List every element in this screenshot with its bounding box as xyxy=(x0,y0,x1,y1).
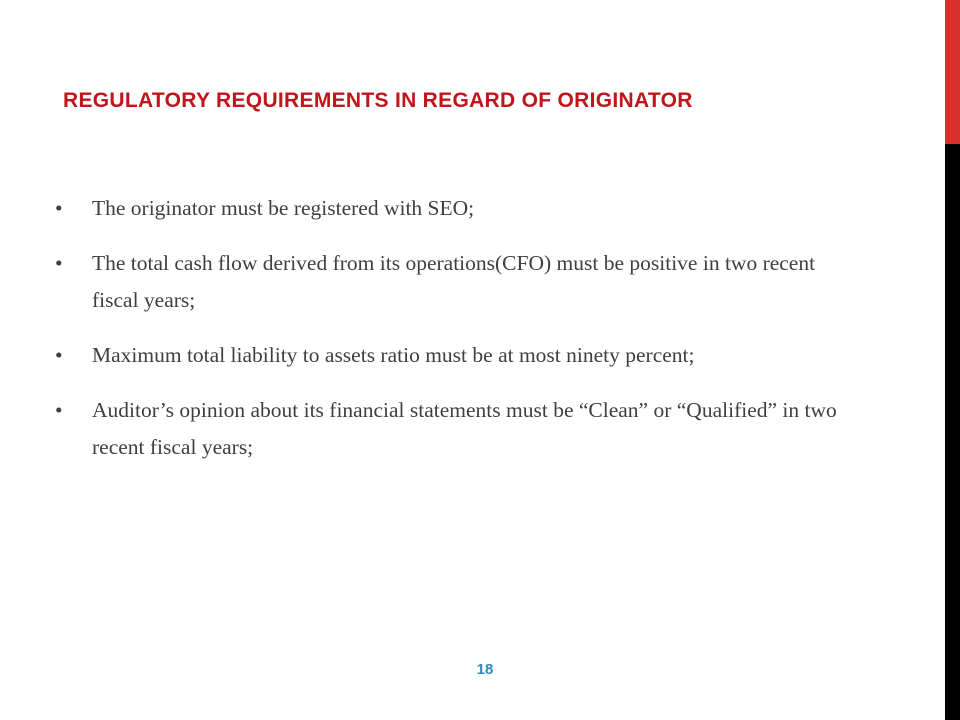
accent-bar-red xyxy=(945,0,960,144)
bullet-dot-icon: • xyxy=(55,251,63,275)
bullet-text: The total cash flow derived from its operations(CFO) must be positive in two recent fiscal years; xyxy=(92,251,816,312)
page-number: 18 xyxy=(476,661,494,678)
accent-bar-black xyxy=(945,144,960,720)
bullet-text: The originator must be registered with SEO; xyxy=(92,196,475,220)
slide-title: REGULATORY REQUIREMENTS IN REGARD OF ORIGINATOR xyxy=(63,89,693,112)
bullet-list xyxy=(55,190,845,484)
bullet-item xyxy=(55,190,845,227)
bullet-text: Maximum total liability to assets ratio must be at most ninety percent; xyxy=(92,343,695,367)
bullet-dot-icon: • xyxy=(55,196,63,220)
bullet-dot-icon: • xyxy=(55,398,63,422)
bullet-text: Auditor’s opinion about its financial statements must be “Clean” or “Qualified” in two recent fiscal years; xyxy=(92,398,837,459)
bullet-item xyxy=(55,245,845,319)
bullet-item xyxy=(55,392,845,466)
bullet-dot-icon: • xyxy=(55,343,63,367)
bullet-item xyxy=(55,337,845,374)
